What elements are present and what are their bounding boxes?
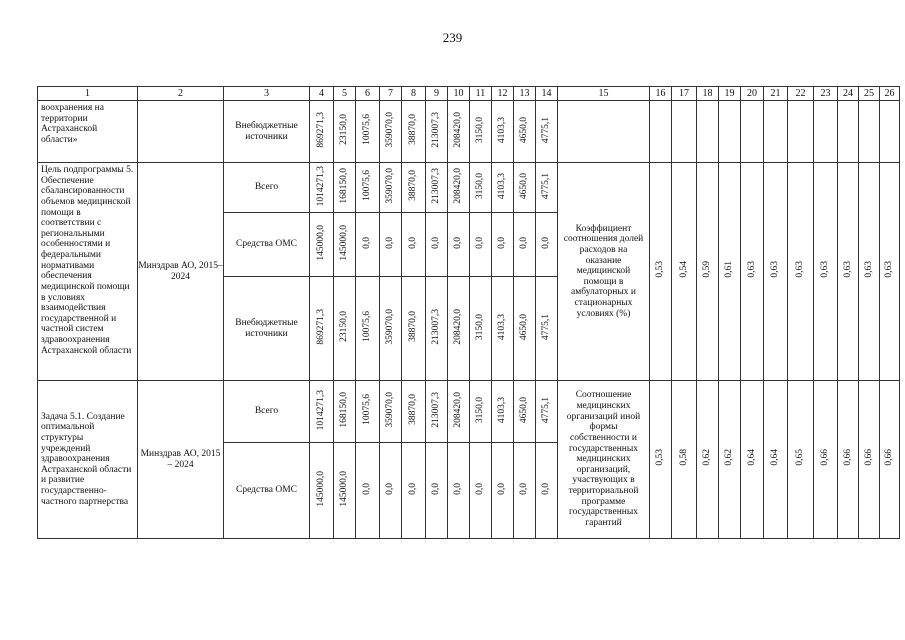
cell-value: 4103,3 (497, 116, 508, 143)
value-cell (492, 163, 514, 213)
column-header: 11 (470, 87, 492, 101)
value-cell (402, 213, 426, 277)
empty-cell (859, 101, 880, 163)
cell-value: 3150,0 (475, 116, 486, 143)
cell-value: 10075,6 (362, 311, 373, 343)
cell-value: 0,63 (746, 261, 757, 278)
cell-value: 213007,3 (431, 391, 442, 428)
value-cell (402, 443, 426, 539)
empty-cell (741, 101, 764, 163)
column-header: 18 (697, 87, 719, 101)
cell-value: 4650,0 (519, 116, 530, 143)
value-cell (448, 163, 470, 213)
cell-value: 0,58 (678, 449, 689, 466)
cell-value: 10075,6 (362, 114, 373, 146)
indicator-cell: Коэффициент соотношения долей расходов на оказание медицинской помощи в амбулаторных и стационарных условиях (%) (558, 163, 650, 381)
value-cell (402, 101, 426, 163)
goal-cell: Цель подпрограммы 5. Обеспечение сбалансированности объемов медицинской помощи в соответствии с региональными особенностями и федеральными нормативами обеспечения медицинской помощи в условиях взаимодействия государственной и частной систем здравоохранения Астраханской области (38, 163, 138, 381)
cell-value: 10075,6 (362, 394, 373, 426)
column-header: 24 (838, 87, 859, 101)
source-cell: Всего (224, 163, 310, 213)
cell-value: 208420,0 (453, 391, 464, 428)
column-header: 7 (380, 87, 402, 101)
cell-value: 3150,0 (475, 396, 486, 423)
empty-cell (719, 101, 741, 163)
cell-value: 145000,0 (339, 224, 350, 261)
cell-value: 869271,3 (316, 308, 327, 345)
column-header: 20 (741, 87, 764, 101)
value-cell (426, 163, 448, 213)
empty-cell (672, 101, 697, 163)
cell-value: 0,63 (863, 261, 874, 278)
cell-value: 208420,0 (453, 308, 464, 345)
indicator-value-cell (788, 381, 814, 539)
cell-value: 0,0 (385, 236, 396, 249)
indicator-value-cell (741, 163, 764, 381)
cell-value: 0,0 (541, 482, 552, 495)
value-cell (536, 213, 558, 277)
cell-value: 0,53 (655, 449, 666, 466)
value-cell (402, 163, 426, 213)
empty-cell (814, 101, 838, 163)
column-header: 3 (224, 87, 310, 101)
value-cell (536, 277, 558, 381)
value-cell (402, 277, 426, 381)
value-cell (356, 213, 380, 277)
cell-value: 359070,0 (385, 391, 396, 428)
goal-cell: воохранения на территории Астраханской области» (38, 101, 138, 163)
cell-value: 0,0 (475, 236, 486, 249)
cell-value: 3150,0 (475, 172, 486, 199)
value-cell (356, 101, 380, 163)
cell-value: 4103,3 (497, 313, 508, 340)
value-cell (448, 277, 470, 381)
column-header: 8 (402, 87, 426, 101)
header-row (38, 87, 900, 101)
value-cell (492, 213, 514, 277)
indicator-value-cell (697, 163, 719, 381)
value-cell (334, 101, 356, 163)
cell-value: 23150,0 (339, 311, 350, 343)
cell-value: 145000,0 (316, 224, 327, 261)
column-header: 4 (310, 87, 334, 101)
cell-value: 38870,0 (408, 311, 419, 343)
empty-cell (788, 101, 814, 163)
table-row (38, 163, 900, 213)
program-table (37, 86, 900, 539)
cell-value: 0,64 (770, 449, 781, 466)
executor-cell (138, 101, 224, 163)
cell-value: 0,0 (497, 236, 508, 249)
cell-value: 4103,3 (497, 172, 508, 199)
cell-value: 0,0 (362, 236, 373, 249)
cell-value: 0,63 (770, 261, 781, 278)
value-cell (426, 443, 448, 539)
column-header: 22 (788, 87, 814, 101)
cell-value: 359070,0 (385, 308, 396, 345)
value-cell (426, 101, 448, 163)
value-cell (470, 443, 492, 539)
indicator-value-cell (672, 163, 697, 381)
column-header: 21 (764, 87, 788, 101)
cell-value: 0,63 (884, 261, 895, 278)
cell-value: 0,62 (702, 449, 713, 466)
value-cell (380, 101, 402, 163)
indicator-value-cell (741, 381, 764, 539)
column-header: 15 (558, 87, 650, 101)
empty-cell (650, 101, 672, 163)
value-cell (334, 213, 356, 277)
value-cell (356, 163, 380, 213)
value-cell (448, 101, 470, 163)
source-cell: Средства ОМС (224, 443, 310, 539)
empty-cell (697, 101, 719, 163)
cell-value: 0,0 (475, 482, 486, 495)
value-cell (448, 381, 470, 443)
cell-value: 0,0 (453, 482, 464, 495)
cell-value: 4103,3 (497, 396, 508, 423)
value-cell (470, 101, 492, 163)
column-header: 17 (672, 87, 697, 101)
indicator-value-cell (764, 163, 788, 381)
cell-value: 1014271,3 (316, 389, 327, 430)
value-cell (514, 213, 536, 277)
cell-value: 168150,0 (339, 167, 350, 204)
value-cell (470, 163, 492, 213)
cell-value: 0,0 (385, 482, 396, 495)
cell-value: 4650,0 (519, 313, 530, 340)
value-cell (492, 443, 514, 539)
column-header: 16 (650, 87, 672, 101)
cell-value: 0,66 (820, 449, 831, 466)
column-header: 25 (859, 87, 880, 101)
value-cell (310, 277, 334, 381)
value-cell (310, 213, 334, 277)
cell-value: 0,0 (453, 236, 464, 249)
cell-value: 359070,0 (385, 111, 396, 148)
indicator-value-cell (719, 381, 741, 539)
source-cell: Внебюджетные источники (224, 101, 310, 163)
value-cell (310, 101, 334, 163)
source-cell: Средства ОМС (224, 213, 310, 277)
cell-value: 38870,0 (408, 394, 419, 426)
column-header: 12 (492, 87, 514, 101)
empty-cell (880, 101, 900, 163)
value-cell (514, 277, 536, 381)
cell-value: 0,64 (746, 449, 757, 466)
indicator-value-cell (814, 381, 838, 539)
cell-value: 4650,0 (519, 172, 530, 199)
value-cell (380, 277, 402, 381)
indicator-cell: Соотношение медицинских организаций иной формы собственности и государственных медицинских организаций, участвующих в территориальной программе государственных гарантий (558, 381, 650, 539)
cell-value: 10075,6 (362, 170, 373, 202)
cell-value: 1014271,3 (316, 165, 327, 206)
cell-value: 0,0 (408, 236, 419, 249)
indicator-cell (558, 101, 650, 163)
indicator-value-cell (719, 163, 741, 381)
column-header: 2 (138, 87, 224, 101)
value-cell (426, 277, 448, 381)
cell-value: 0,0 (362, 482, 373, 495)
value-cell (310, 381, 334, 443)
column-header: 6 (356, 87, 380, 101)
value-cell (380, 163, 402, 213)
cell-value: 0,61 (724, 261, 735, 278)
indicator-value-cell (880, 381, 900, 539)
cell-value: 0,63 (842, 261, 853, 278)
value-cell (492, 381, 514, 443)
value-cell (356, 443, 380, 539)
value-cell (334, 381, 356, 443)
cell-value: 0,54 (678, 261, 689, 278)
value-cell (536, 163, 558, 213)
cell-value: 0,0 (431, 236, 442, 249)
indicator-value-cell (672, 381, 697, 539)
indicator-value-cell (650, 381, 672, 539)
column-header: 26 (880, 87, 900, 101)
indicator-value-cell (814, 163, 838, 381)
column-header: 23 (814, 87, 838, 101)
cell-value: 4775,1 (541, 396, 552, 423)
executor-cell: Минздрав АО, 2015 – 2024 (138, 381, 224, 539)
empty-cell (838, 101, 859, 163)
value-cell (334, 443, 356, 539)
value-cell (380, 443, 402, 539)
cell-value: 0,53 (655, 261, 666, 278)
cell-value: 0,63 (795, 261, 806, 278)
executor-cell: Минздрав АО, 2015–2024 (138, 163, 224, 381)
value-cell (380, 213, 402, 277)
column-header: 1 (38, 87, 138, 101)
cell-value: 23150,0 (339, 114, 350, 146)
cell-value: 4775,1 (541, 116, 552, 143)
cell-value: 168150,0 (339, 391, 350, 428)
page-number: 239 (442, 30, 463, 45)
cell-value: 0,0 (408, 482, 419, 495)
cell-value: 4775,1 (541, 172, 552, 199)
value-cell (470, 277, 492, 381)
column-header: 5 (334, 87, 356, 101)
cell-value: 359070,0 (385, 167, 396, 204)
column-header: 10 (448, 87, 470, 101)
cell-value: 145000,0 (339, 470, 350, 507)
cell-value: 0,59 (702, 261, 713, 278)
source-cell: Внебюджетные источники (224, 277, 310, 381)
indicator-value-cell (650, 163, 672, 381)
empty-cell (764, 101, 788, 163)
value-cell (426, 213, 448, 277)
cell-value: 0,65 (795, 449, 806, 466)
value-cell (492, 277, 514, 381)
value-cell (536, 101, 558, 163)
cell-value: 0,0 (541, 236, 552, 249)
cell-value: 213007,3 (431, 111, 442, 148)
source-cell: Всего (224, 381, 310, 443)
cell-value: 213007,3 (431, 308, 442, 345)
cell-value: 3150,0 (475, 313, 486, 340)
cell-value: 4650,0 (519, 396, 530, 423)
column-header: 14 (536, 87, 558, 101)
cell-value: 0,0 (519, 482, 530, 495)
cell-value: 0,0 (431, 482, 442, 495)
value-cell (470, 381, 492, 443)
value-cell (514, 163, 536, 213)
cell-value: 869271,3 (316, 111, 327, 148)
value-cell (514, 101, 536, 163)
value-cell (536, 443, 558, 539)
value-cell (448, 213, 470, 277)
value-cell (448, 443, 470, 539)
value-cell (514, 443, 536, 539)
indicator-value-cell (838, 381, 859, 539)
cell-value: 208420,0 (453, 167, 464, 204)
cell-value: 0,0 (497, 482, 508, 495)
cell-value: 0,66 (842, 449, 853, 466)
indicator-value-cell (764, 381, 788, 539)
indicator-value-cell (859, 381, 880, 539)
value-cell (356, 381, 380, 443)
column-header: 13 (514, 87, 536, 101)
cell-value: 0,0 (519, 236, 530, 249)
value-cell (310, 443, 334, 539)
table-row (38, 381, 900, 443)
indicator-value-cell (880, 163, 900, 381)
value-cell (426, 381, 448, 443)
cell-value: 4775,1 (541, 313, 552, 340)
value-cell (334, 163, 356, 213)
value-cell (536, 381, 558, 443)
value-cell (310, 163, 334, 213)
value-cell (470, 213, 492, 277)
cell-value: 0,66 (884, 449, 895, 466)
goal-cell: Задача 5.1. Создание оптимальной структуры учреждений здравоохранения Астраханской области и развитие государственно-частного партнерства (38, 381, 138, 539)
value-cell (380, 381, 402, 443)
value-cell (492, 101, 514, 163)
cell-value: 0,63 (820, 261, 831, 278)
column-header: 9 (426, 87, 448, 101)
value-cell (402, 381, 426, 443)
cell-value: 38870,0 (408, 114, 419, 146)
table-row (38, 101, 900, 163)
value-cell (356, 277, 380, 381)
value-cell (514, 381, 536, 443)
cell-value: 213007,3 (431, 167, 442, 204)
indicator-value-cell (859, 163, 880, 381)
value-cell (334, 277, 356, 381)
indicator-value-cell (697, 381, 719, 539)
cell-value: 0,62 (724, 449, 735, 466)
indicator-value-cell (838, 163, 859, 381)
cell-value: 208420,0 (453, 111, 464, 148)
cell-value: 145000,0 (316, 470, 327, 507)
cell-value: 0,66 (863, 449, 874, 466)
cell-value: 38870,0 (408, 170, 419, 202)
column-header: 19 (719, 87, 741, 101)
indicator-value-cell (788, 163, 814, 381)
